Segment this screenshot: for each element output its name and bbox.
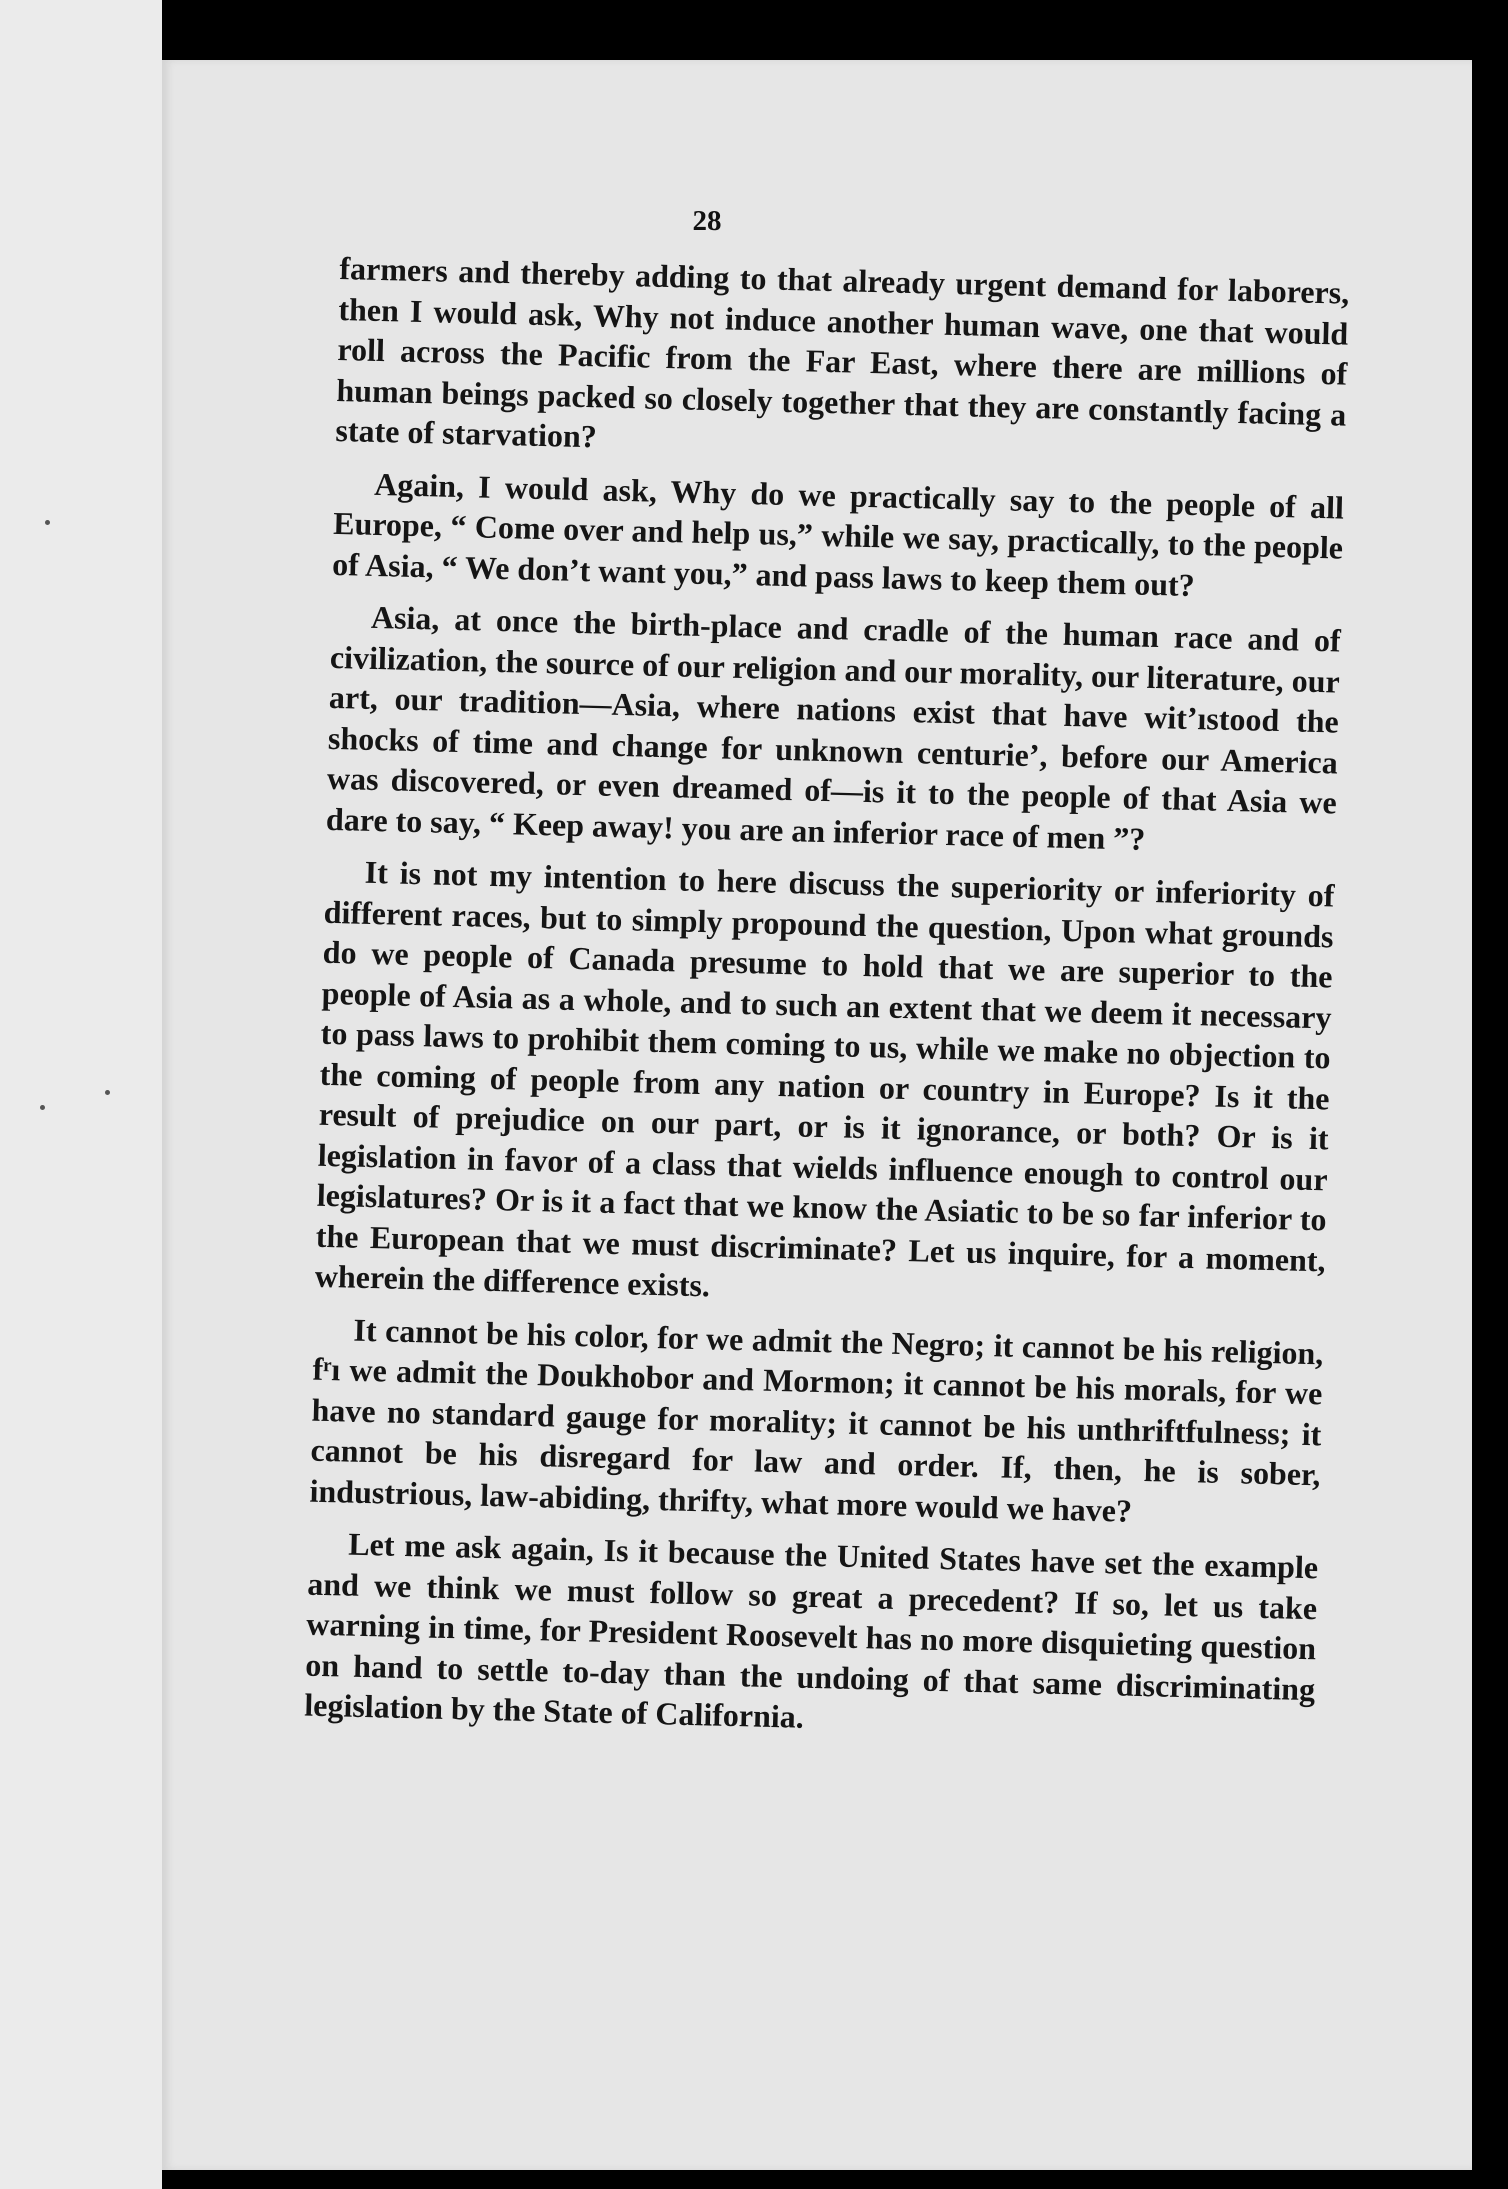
scan-speck <box>45 520 50 525</box>
paragraph: It cannot be his color, for we admit the Negro; it cannot be his religion, fʳı we admit the Doukhobor and Mormon; it cannot be his morals, for we have no standard gauge for morality; it cannot be his unthriftfulness; it cannot be his disregard for law and order. If, then, he is sober, industrious, law-abiding, thrifty, what more would we have? <box>309 1311 1324 1529</box>
page-number: 28 <box>692 205 722 237</box>
paragraph: Again, I would ask, Why do we practically say to the people of all Europe, “ Come over and help us,” while we say, practically, to the people of Asia, “ We don’t want you,” and pass laws to keep them out? <box>331 465 1345 603</box>
scan-right-border <box>1472 60 1508 2189</box>
paragraph: Let me ask again, Is it because the United States have set the example and we think we must follow so great a precedent? If so, let us take warning in time, for President Roosevelt has no more disquieting question on hand to settle to-day than the undoing of that same discriminating legislation by the State of California. <box>303 1525 1319 1735</box>
paragraph: It is not my intention to here discuss the superiority or inferiority of different races, but to simply propound the question, Upon what grounds do we people of Canada presume to hold that we are superior to the people of Asia as a whole, and to such an extent that we deem it necessary to pass laws to prohibit them coming to us, while we make no objection to the coming of people from any nation or country in Europe? Is it the result of prejudice on our part, or is it ignorance, or both? Or is it legislation in favor of a class that wields influence enough to control our legislatures? Or is it a fact that we know the Asiatic to be so far inferior to the European that we must discriminate? Let us inquire, for a moment, wherein the difference exists. <box>314 853 1335 1304</box>
scan-speck <box>105 1090 110 1095</box>
document-page <box>162 60 1472 2170</box>
paragraph: Asia, at once the birth-place and cradle of the human race and of civilization, the source of our religion and our morality, our literature, our art, our tradition—Asia, where nations exist that have wit’ıstood the shocks of time and change for unknown centurie’, before our America was discovered, or even dreamed of—is it to the people of that Asia we dare to say, “ Keep away! you are an inferior race of men ”? <box>325 598 1342 857</box>
scan-speck <box>40 1105 45 1110</box>
paragraph: farmers and thereby adding to that already urgent demand for laborers, then I would ask, Why not induce another human wave, one that would roll across the Pacific from the Far East, where there are millions of human beings packed so closely together that they are constantly facing a state of starvation? <box>335 249 1350 455</box>
scan-left-margin <box>0 0 162 2189</box>
scan-top-border <box>0 0 1508 60</box>
body-text <box>304 248 1350 1762</box>
